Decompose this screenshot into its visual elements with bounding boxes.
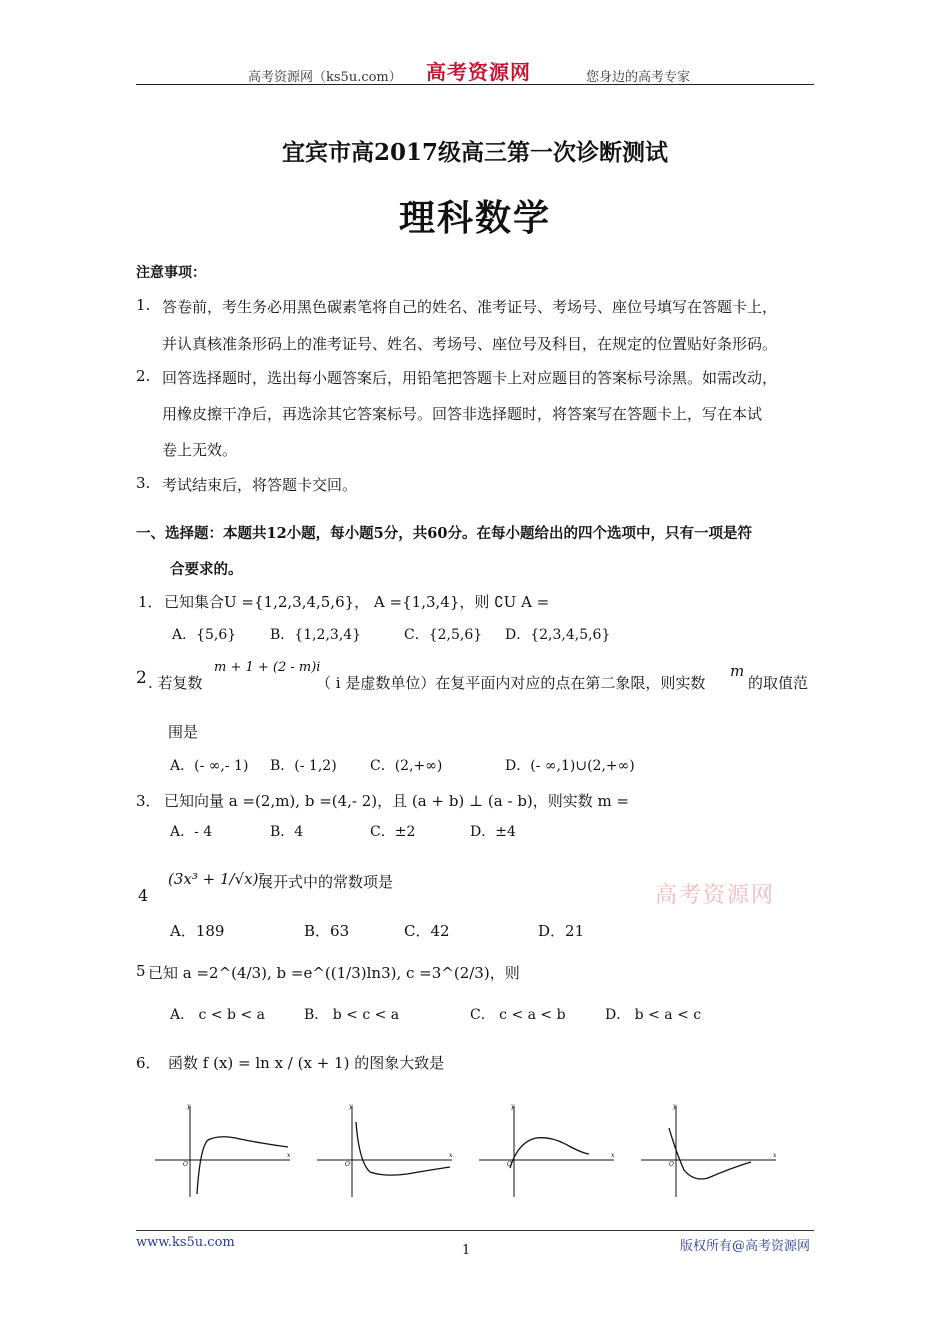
- q3-stem: 已知向量 a =(2,m), b =(4,- 2)，且 (a + b) ⊥ (a - b)，则实数 m =: [164, 792, 630, 810]
- header-right: 您身边的高考专家: [586, 70, 691, 85]
- notice-heading: 注意事项：: [136, 265, 206, 281]
- q2-option-b: B．(- 1,2): [270, 758, 337, 774]
- q2-option-d: D．(- ∞,1)∪(2,+∞): [505, 758, 635, 774]
- footer-website[interactable]: www.ks5u.com: [136, 1235, 235, 1250]
- page-footer: [136, 1230, 814, 1261]
- y-label: y: [349, 1103, 353, 1110]
- origin-label: O: [669, 1161, 674, 1168]
- x-label: x: [773, 1152, 777, 1159]
- q1-option-a: A．{5,6}: [172, 627, 237, 643]
- q1-option-b: B．{1,2,3,4}: [270, 627, 362, 643]
- function-curve: [669, 1128, 751, 1179]
- q5-option-a: A． c < b < a: [170, 1007, 265, 1023]
- x-label: x: [611, 1152, 615, 1159]
- notice-1-line-2: 并认真核准条形码上的准考证号、姓名、考场号、座位号及科目，在规定的位置贴好条形码。: [162, 335, 778, 353]
- q2-option-c: C．(2,+∞): [370, 758, 443, 774]
- q3-option-a: A．- 4: [170, 824, 213, 840]
- q4-option-d: D．21: [538, 922, 585, 940]
- function-curve: [197, 1137, 288, 1194]
- q5-option-d: D． b < a < c: [605, 1007, 702, 1023]
- q2-option-a: A．(- ∞,- 1): [170, 758, 249, 774]
- q5-option-c: C． c < a < b: [470, 1007, 566, 1023]
- q3-option-d: D．±4: [470, 824, 516, 840]
- function-curve: [510, 1138, 589, 1168]
- notice-1-line-1: 答卷前，考生务必用黑色碳素笔将自己的姓名、准考证号、考场号、座位号填写在答题卡上，: [162, 298, 778, 316]
- y-label: y: [511, 1103, 515, 1110]
- q6-stem: 函数 f (x) = ln x / (x + 1) 的图象大致是: [168, 1054, 445, 1072]
- origin-label: O: [345, 1161, 350, 1168]
- function-curve: [356, 1122, 450, 1175]
- x-label: x: [449, 1152, 453, 1159]
- q6-graph-b: [312, 1102, 457, 1200]
- watermark: 高考资源网: [655, 883, 776, 908]
- header-left: 高考资源网（ks5u.com）: [248, 70, 402, 85]
- q4-option-b: B．63: [304, 922, 350, 940]
- x-label: x: [287, 1152, 291, 1159]
- q2-stem-4: 围是: [168, 723, 199, 741]
- q3-option-c: C．±2: [370, 824, 416, 840]
- page-header: [136, 62, 814, 85]
- q2-stem-2: （ i 是虚数单位）在复平面内对应的点在第二象限，则实数: [316, 674, 706, 692]
- exam-title: 宜宾市高2017级高三第一次诊断测试: [281, 139, 668, 166]
- q4-option-a: A．189: [170, 922, 225, 940]
- y-label: y: [673, 1103, 677, 1110]
- q1-number: 1．: [138, 593, 163, 611]
- q4-option-c: C．42: [404, 922, 450, 940]
- notice-num-3: 3.: [136, 474, 151, 492]
- q5-number: 5: [136, 962, 146, 980]
- q1-stem: 已知集合U ={1,2,3,4,5,6}， A ={1,3,4}，则 ∁U A =: [164, 593, 550, 611]
- q6-number: 6．: [136, 1054, 161, 1072]
- notice-2-line-3: 卷上无效。: [162, 441, 238, 459]
- q4-stem: 展开式中的常数项是: [258, 873, 394, 891]
- notice-3-line-1: 考试结束后，将答题卡交回。: [162, 476, 358, 494]
- notice-num-2: 2.: [136, 367, 151, 385]
- section-heading: 一、选择题：本题共12小题，每小题5分，共60分。在每小题给出的四个选项中，只有一项是符: [136, 525, 752, 542]
- q3-option-b: B．4: [270, 824, 304, 840]
- q6-graph-a: [150, 1102, 295, 1200]
- q2-var-m: m: [730, 662, 745, 680]
- q3-number: 3．: [136, 792, 161, 810]
- q4-number: 4: [138, 886, 149, 905]
- y-label: y: [187, 1103, 191, 1110]
- q2-stem-3: 的取值范: [748, 674, 809, 692]
- notice-2-line-1: 回答选择题时，选出每小题答案后，用铅笔把答题卡上对应题目的答案标号涂黑。如需改动，: [162, 369, 778, 387]
- header-logo: 高考资源网: [426, 60, 531, 84]
- q6-graph-c: [474, 1102, 619, 1200]
- q1-option-d: D．{2,3,4,5,6}: [505, 627, 611, 643]
- q2-stem: . 若复数: [148, 674, 203, 692]
- subject-title: 理科数学: [398, 197, 551, 239]
- q5-option-b: B． b < c < a: [304, 1007, 400, 1023]
- q2-number: 2: [136, 668, 147, 688]
- origin-label: O: [507, 1161, 512, 1168]
- q6-graph-d: [636, 1102, 781, 1200]
- q5-stem: 已知 a =2^(4/3), b =e^((1/3)ln3), c =3^(2/3)，则: [148, 964, 520, 982]
- notice-2-line-2: 用橡皮擦干净后，再选涂其它答案标号。回答非选择题时，将答案写在答题卡上，写在本试: [162, 405, 763, 423]
- footer-copyright: 版权所有@高考资源网: [679, 1239, 810, 1254]
- q4-expression: (3x³ + 1/√x)⁷: [168, 870, 265, 888]
- q1-option-c: C．{2,5,6}: [404, 627, 483, 643]
- page-number: 1: [462, 1243, 471, 1258]
- section-heading-cont: 合要求的。: [170, 561, 243, 578]
- notice-num-1: 1.: [136, 296, 151, 314]
- q2-expression: m + 1 + (2 - m)i: [214, 660, 321, 675]
- origin-label: O: [183, 1161, 188, 1168]
